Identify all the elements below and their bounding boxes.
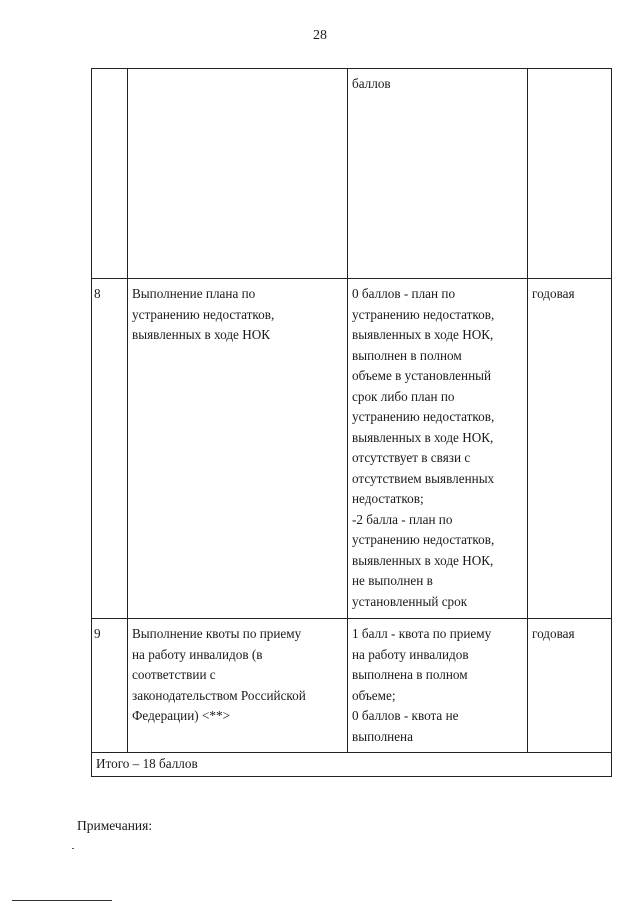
- criterion-line: выполнен в полном: [352, 347, 462, 363]
- criterion-line: 1 балл - квота по приему: [352, 626, 492, 641]
- criterion-line: 0 баллов - план по: [352, 286, 456, 301]
- indicator-line: соответствии с: [132, 667, 216, 682]
- cell-indicator: [128, 279, 348, 619]
- indicator-line: законодательством Российской: [132, 687, 306, 703]
- cell-indicator: [128, 69, 348, 279]
- criterion-line: отсутствует в связи с: [352, 450, 471, 465]
- cell-number: [92, 69, 128, 279]
- criteria-table: [91, 68, 612, 777]
- criterion-line: срок либо план по: [352, 388, 455, 404]
- footnote-divider: [12, 900, 112, 901]
- indicator-line: Федерации) <**>: [132, 708, 231, 723]
- cell-criterion: [348, 619, 528, 753]
- indicator-line: устранению недостатков,: [132, 306, 275, 322]
- criterion-line: -2 балла - план по: [352, 511, 453, 527]
- criterion-text: баллов: [352, 76, 391, 91]
- criterion-line: не выполнен в: [352, 573, 433, 588]
- criterion-line: выполнена в полном: [352, 667, 468, 682]
- cell-criterion: [348, 69, 528, 279]
- criterion-line: устранению недостатков,: [352, 532, 495, 547]
- cell-number: 8: [92, 279, 128, 619]
- cell-criterion: [348, 279, 528, 619]
- criterion-line: 0 баллов - квота не: [352, 708, 459, 723]
- criterion-line: устранению недостатков,: [352, 409, 495, 424]
- criterion-line: выполнена: [352, 728, 413, 744]
- indicator-line: Выполнение квоты по приему: [132, 626, 302, 641]
- table-row: [92, 279, 612, 619]
- criterion-line: установленный срок: [352, 593, 468, 609]
- cell-periodicity: годовая: [528, 279, 612, 619]
- indicator-line: на работу инвалидов (в: [132, 646, 263, 662]
- criterion-line: отсутствием выявленных: [352, 470, 495, 486]
- criterion-line: на работу инвалидов: [352, 646, 469, 662]
- total-cell: Итого – 18 баллов: [92, 753, 612, 777]
- table-row: [92, 619, 612, 753]
- page-number: 28: [313, 28, 327, 43]
- criterion-line: объеме в установленный: [352, 368, 492, 383]
- indicator-line: Выполнение плана по: [132, 286, 256, 301]
- criterion-line: выявленных в ходе НОК,: [352, 429, 494, 445]
- cell-periodicity: годовая: [528, 619, 612, 753]
- criterion-line: устранению недостатков,: [352, 306, 495, 322]
- indicator-line: выявленных в ходе НОК: [132, 327, 271, 342]
- cell-indicator: [128, 619, 348, 753]
- criterion-line: объеме;: [352, 687, 396, 703]
- cell-periodicity: [528, 69, 612, 279]
- scan-speck: [72, 848, 74, 849]
- cell-number: 9: [92, 619, 128, 753]
- table-row-total: [92, 753, 612, 777]
- criterion-line: выявленных в ходе НОК,: [352, 552, 494, 568]
- table-row-continuation: [92, 69, 612, 279]
- criterion-line: выявленных в ходе НОК,: [352, 327, 494, 342]
- criterion-line: недостатков;: [352, 491, 424, 506]
- notes-heading: Примечания:: [77, 818, 153, 833]
